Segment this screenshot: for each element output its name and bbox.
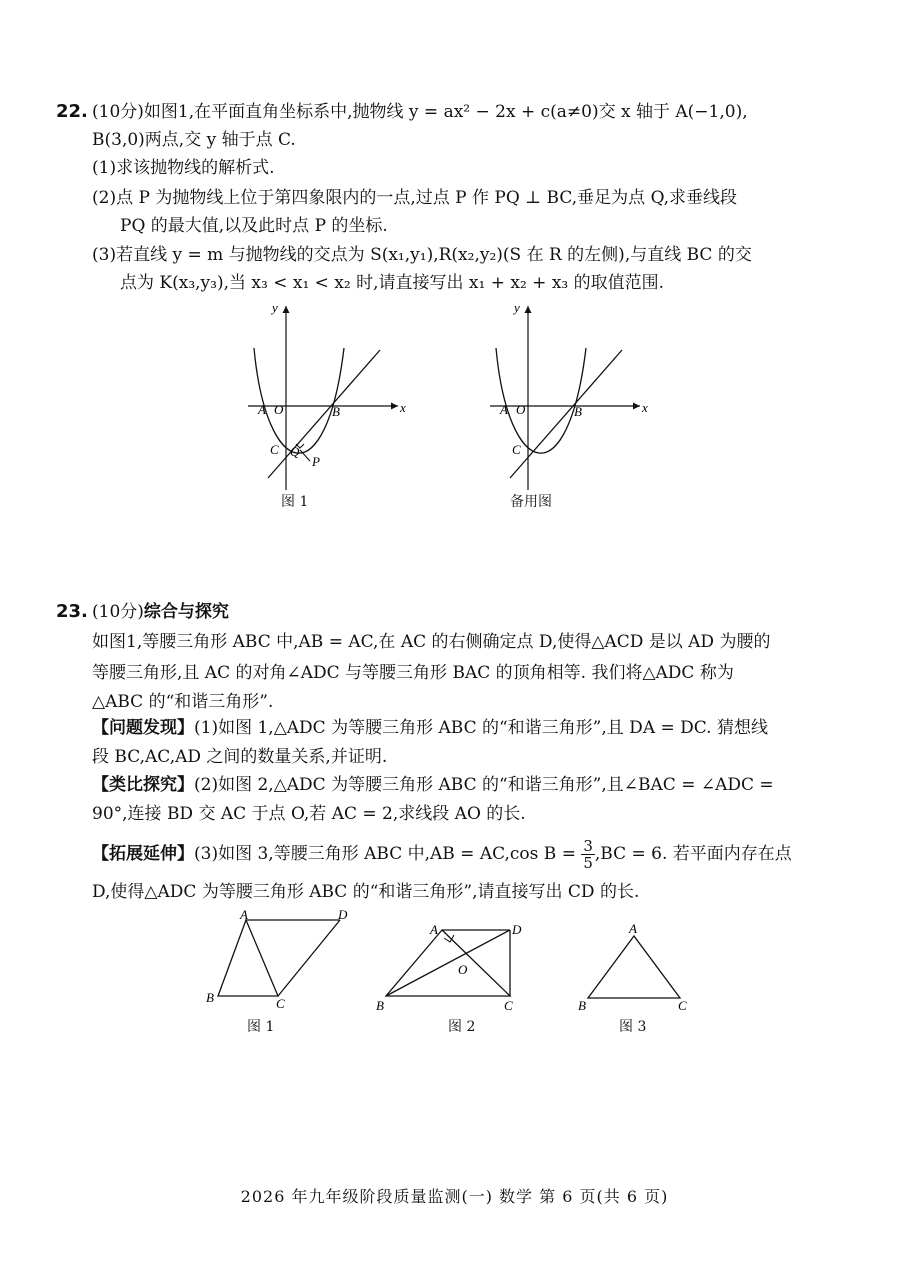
q23-part3-line2: D,使得△ADC 为等腰三角形 ABC 的“和谐三角形”,请直接写出 CD 的长. (92, 882, 640, 902)
q22-part3-line2: 点为 K(x₃,y₃),当 x₃ < x₁ < x₂ 时,请直接写出 x₁ + x₂ + x₃ 的取值范围. (120, 273, 665, 293)
q23-title: 综合与探究 (143, 602, 229, 622)
fraction-denominator: 5 (583, 854, 593, 872)
q22-stem-line1: (10分)如图1,在平面直角坐标系中,抛物线 y = ax² − 2x + c(a≠0)交 x 轴于 A(−1,0), (92, 102, 748, 122)
label-a: A (430, 922, 438, 937)
q23-figure-3-caption: 图 3 (619, 1019, 647, 1035)
parabola (496, 348, 586, 453)
q22-figure-1 (240, 298, 420, 498)
label-d: D (338, 908, 348, 922)
label-q: Q (290, 444, 300, 459)
label-x: x (400, 400, 406, 415)
tag-problem-discovery: 【问题发现】 (92, 718, 194, 738)
segment-dc (278, 920, 340, 996)
segment-bd (386, 930, 510, 996)
q23-part2-text: (2)如图 2,△ADC 为等腰三角形 ABC 的“和谐三角形”,且∠BAC = ∠ADC = (194, 775, 774, 795)
q23-figure-1-caption: 图 1 (247, 1019, 275, 1035)
q22-spare-figure-caption: 备用图 (510, 494, 552, 510)
q22-part2-line2: PQ 的最大值,以及此时点 P 的坐标. (120, 216, 388, 236)
label-o: O (458, 962, 468, 977)
question-22-number: 22. (56, 101, 88, 122)
label-d: D (512, 922, 522, 937)
tag-analogy-explore: 【类比探究】 (92, 775, 194, 795)
label-c: C (512, 442, 521, 457)
label-b: B (376, 998, 384, 1013)
q23-figure-3 (574, 918, 704, 1018)
q22-spare-figure (482, 298, 662, 498)
question-23-number: 23. (56, 601, 88, 622)
fraction-3-5 (581, 838, 595, 871)
q23-part1-line1 (92, 716, 768, 740)
label-c: C (504, 998, 513, 1013)
label-p: P (312, 454, 320, 469)
label-b: B (332, 404, 340, 419)
label-a: A (500, 402, 508, 417)
label-c: C (276, 996, 285, 1011)
page-footer: 2026 年九年级阶段质量监测(一) 数学 第 6 页(共 6 页) (240, 1187, 669, 1206)
q23-part2-line1 (92, 773, 774, 797)
q23-part1-text: (1)如图 1,△ADC 为等腰三角形 ABC 的“和谐三角形”,且 DA = DC. 猜想线 (194, 718, 768, 738)
triangle-abc (218, 920, 278, 996)
parabola (254, 348, 344, 453)
label-c: C (678, 998, 687, 1013)
q23-heading (92, 600, 229, 624)
q22-figure-1-caption: 图 1 (281, 494, 309, 510)
q23-part3-text: (3)如图 3,等腰三角形 ABC 中,AB = AC,cos B = (194, 844, 582, 864)
line-bc (510, 350, 622, 478)
line-bc (268, 350, 380, 478)
label-a: A (240, 908, 248, 922)
tag-extension: 【拓展延伸】 (92, 844, 194, 864)
q22-part2-line1: (2)点 P 为抛物线上位于第四象限内的一点,过点 P 作 PQ ⊥ BC,垂足为点 Q,求垂线段 (92, 188, 738, 208)
q23-intro-line3: △ABC 的“和谐三角形”. (92, 692, 274, 712)
q22-part1: (1)求该抛物线的解析式. (92, 158, 275, 178)
label-o: O (516, 402, 526, 417)
q23-figure-2-caption: 图 2 (448, 1019, 476, 1035)
label-o: O (274, 402, 284, 417)
q23-part3-text-end: ,BC = 6. 若平面内存在点 (594, 844, 792, 864)
triangle-abc (588, 936, 680, 998)
q23-figure-1 (200, 908, 370, 1018)
label-b: B (578, 998, 586, 1013)
q23-intro-line1: 如图1,等腰三角形 ABC 中,AB = AC,在 AC 的右侧确定点 D,使得△ACD 是以 AD 为腰的 (92, 632, 771, 652)
q23-part2-line2: 90°,连接 BD 交 AC 于点 O,若 AC = 2,求线段 AO 的长. (92, 804, 526, 824)
label-y: y (272, 300, 278, 315)
label-b: B (206, 990, 214, 1005)
q22-part3-line1: (3)若直线 y = m 与抛物线的交点为 S(x₁,y₁),R(x₂,y₂)(S 在 R 的左侧),与直线 BC 的交 (92, 245, 752, 265)
label-a: A (629, 921, 637, 936)
fraction-numerator: 3 (583, 837, 593, 855)
q23-intro-line2: 等腰三角形,且 AC 的对角∠ADC 与等腰三角形 BAC 的顶角相等. 我们将△ADC 称为 (92, 663, 734, 683)
label-b: B (574, 404, 582, 419)
label-c: C (270, 442, 279, 457)
q23-score: (10分) (92, 602, 144, 622)
q23-part3-line1 (92, 838, 792, 871)
q23-part1-line2: 段 BC,AC,AD 之间的数量关系,并证明. (92, 747, 388, 767)
q22-stem-line2: B(3,0)两点,交 y 轴于点 C. (92, 130, 296, 150)
label-y: y (514, 300, 520, 315)
q23-figure-2 (372, 918, 532, 1018)
label-a: A (258, 402, 266, 417)
label-x: x (642, 400, 648, 415)
